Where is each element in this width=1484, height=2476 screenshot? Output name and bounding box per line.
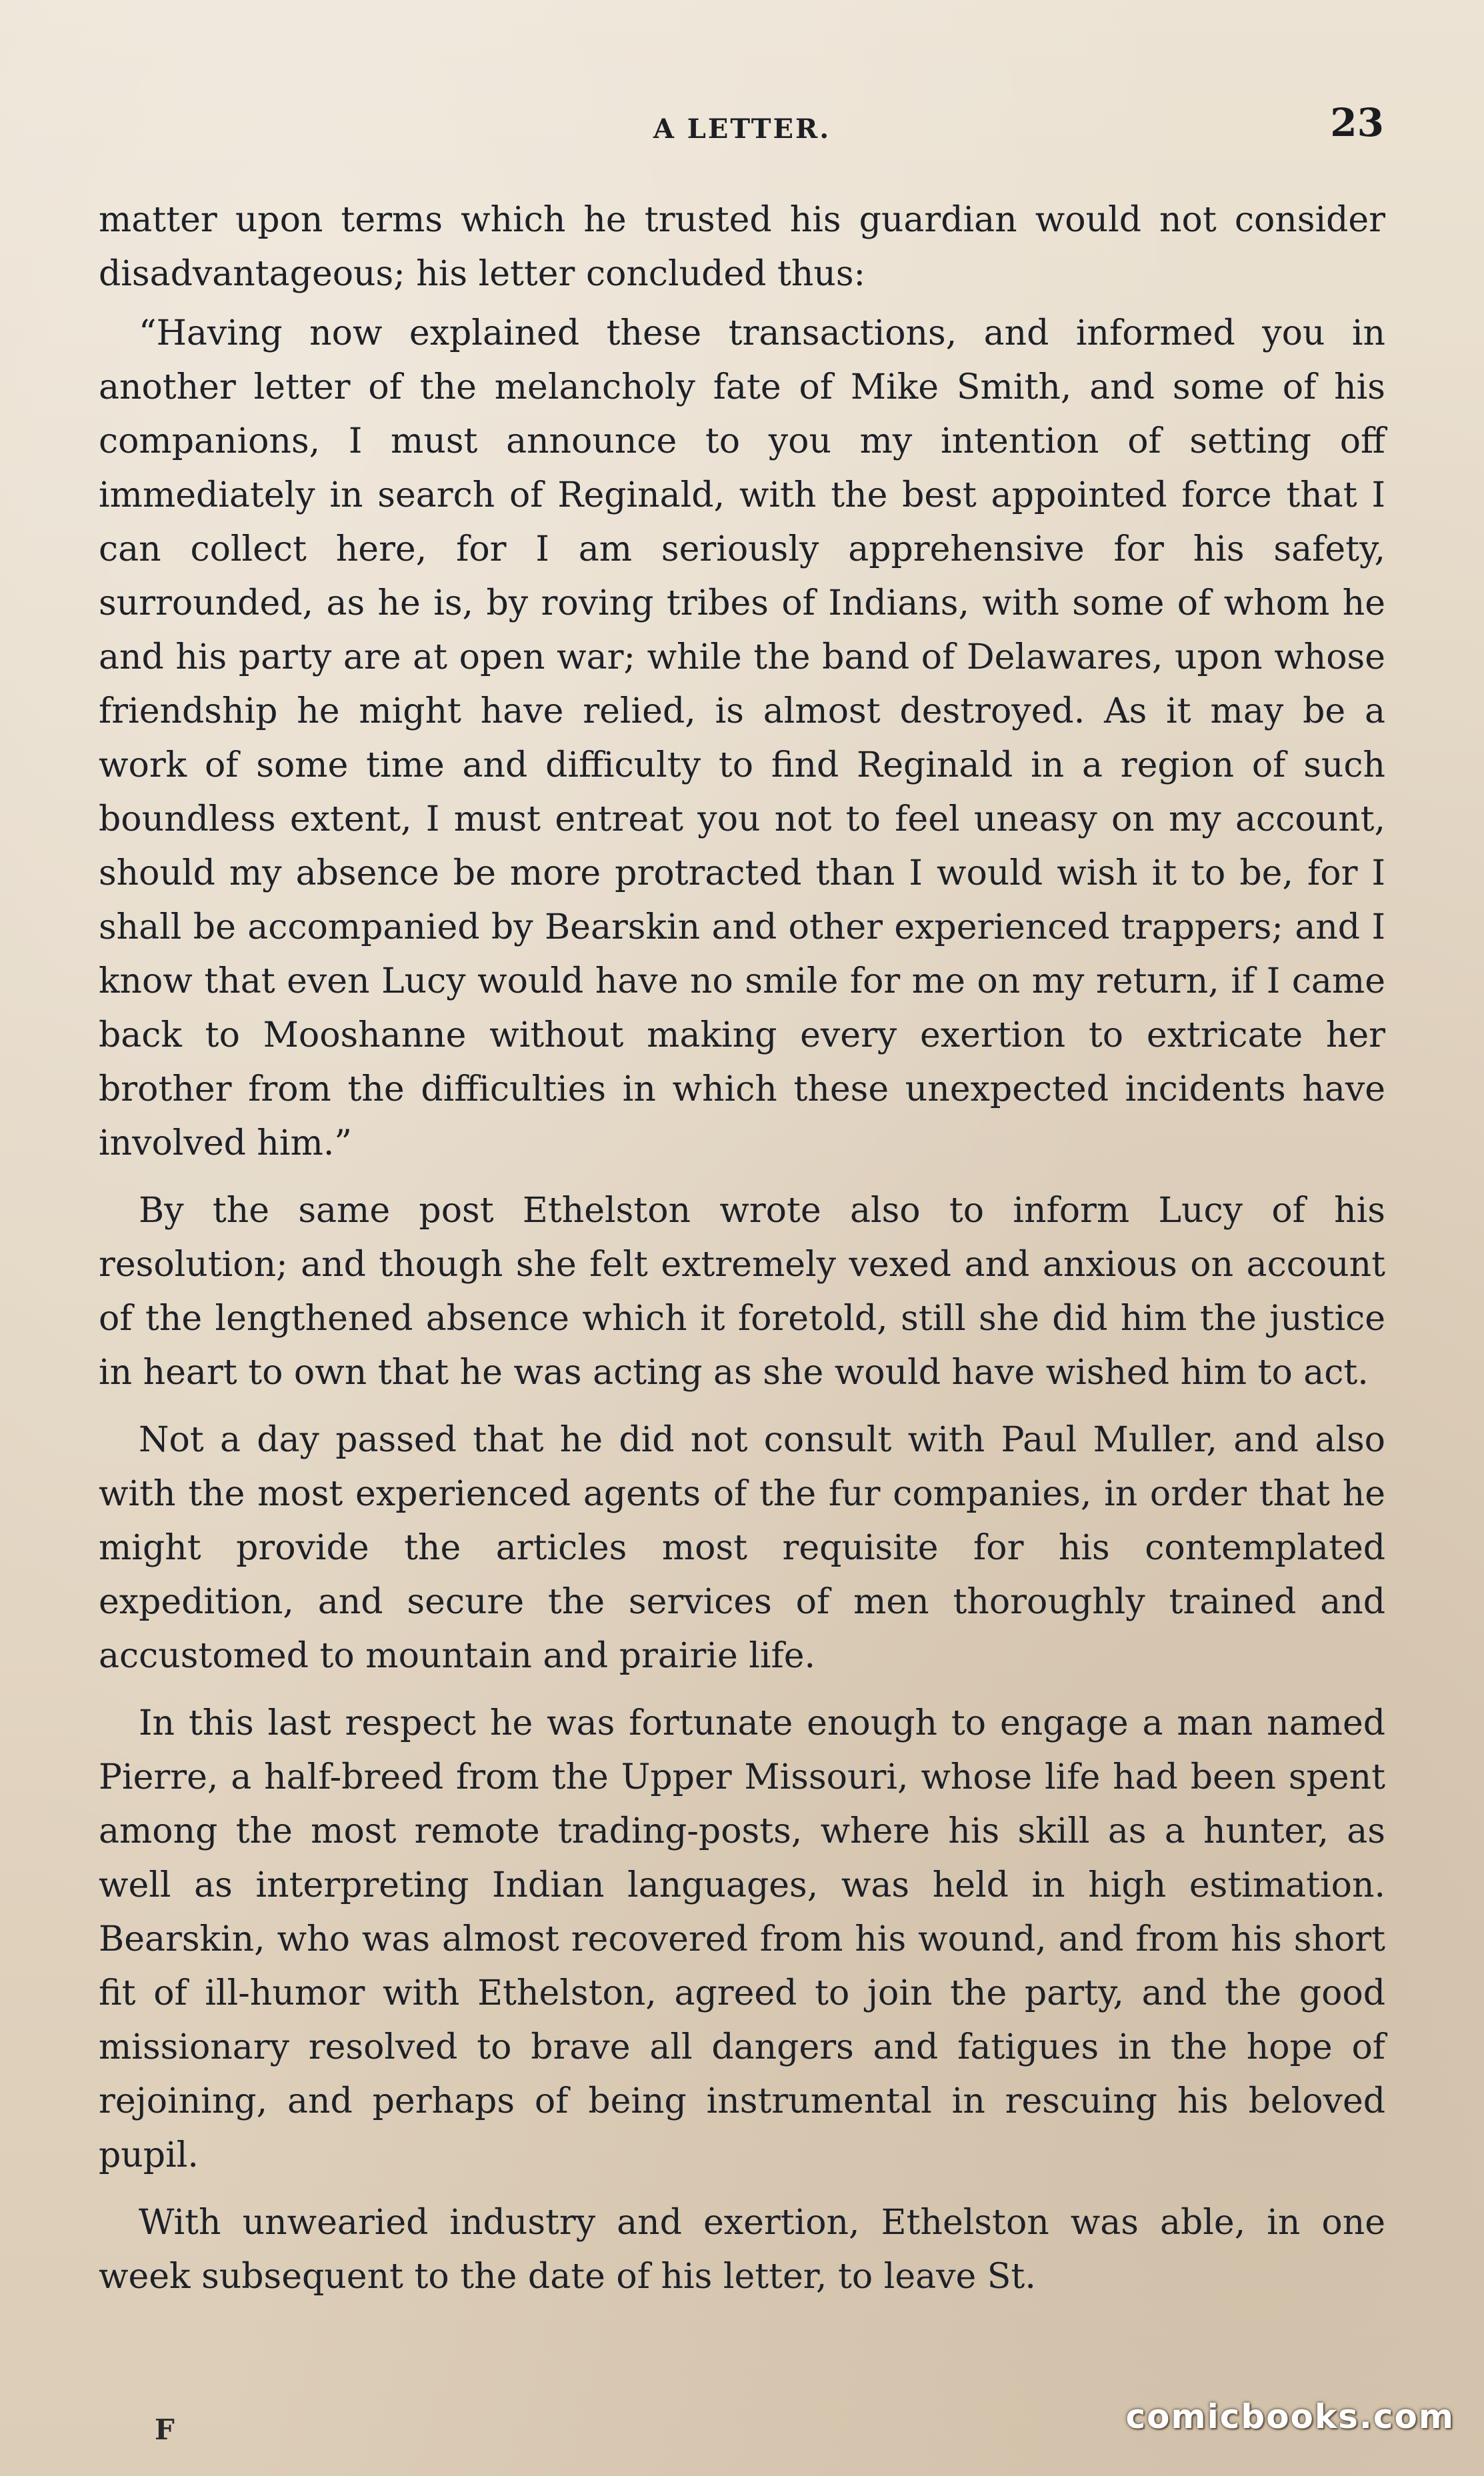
paragraph-consult: Not a day passed that he did not consult with Paul Muller, and also with the most experienced agents of the fur companies, in order that he might provide the articles most requisite for his contemplated expedition, and secure the services of men thoroughly trained and accustomed to mountain and prairie life. <box>99 1420 1385 1676</box>
watermark: comicbooks.com <box>1125 2397 1455 2436</box>
paragraph-letter-quote: “Having now explained these transactions, and informed you in another letter of the melancholy fate of Mike Smith, and some of his companions, I must announce to you my intention of setting off immediately in search of Reginald, with the best appointed force that I can collect here, for I am seriously apprehensive for his safety, surrounded, as he is, by roving tribes of Indians, with some of whom he and his party are at open war; while the band of Delawares, upon whose friendship he might have relied, is almost destroyed. As it may be a work of some time and difficulty to find Reginald in a region of such boundless extent, I must entreat you not to feel uneasy on my account, should my absence be more protracted than I would wish it to be, for I shall be accompanied by Bearskin and other experienced trappers; and I know that even Lucy would have no smile for me on my return, if I came back to Mooshanne without making every exertion to extricate her brother from the difficulties in which these unexpected incidents have involved him.” <box>99 313 1385 1163</box>
paragraph-pierre: In this last respect he was fortunate enough to engage a man named Pierre, a half-breed from the Upper Missouri, whose life had been spent among the most remote trading-posts, where his skill as a hunter, as well as interpreting Indian languages, was held in high estimation. Bearskin, who was almost recovered from his wound, and from his short fit of ill-humor with Ethelston, agreed to join the party, and the good missionary resolved to brave all dangers and fatigues in the hope of rejoining, and perhaps of being instrumental in rescuing his beloved pupil. <box>99 1703 1385 2175</box>
body-text <box>99 193 1385 2304</box>
running-title: A LETTER. <box>653 113 831 145</box>
paragraph-departure: With unwearied industry and exertion, Ethelston was able, in one week subsequent to the date of his letter, to leave St. <box>99 2203 1385 2297</box>
signature-mark: F <box>155 2413 175 2446</box>
running-head <box>100 100 1384 153</box>
paragraph-continuation: matter upon terms which he trusted his guardian would not consider disadvantageous; his letter concluded thus: <box>99 200 1385 294</box>
paragraph-same-post: By the same post Ethelston wrote also to inform Lucy of his resolution; and though she felt extremely vexed and anxious on account of the lengthened absence which it foretold, still she did him the justice in heart to own that he was acting as she would have wished him to act. <box>99 1191 1385 1393</box>
page-number: 23 <box>1330 100 1384 145</box>
